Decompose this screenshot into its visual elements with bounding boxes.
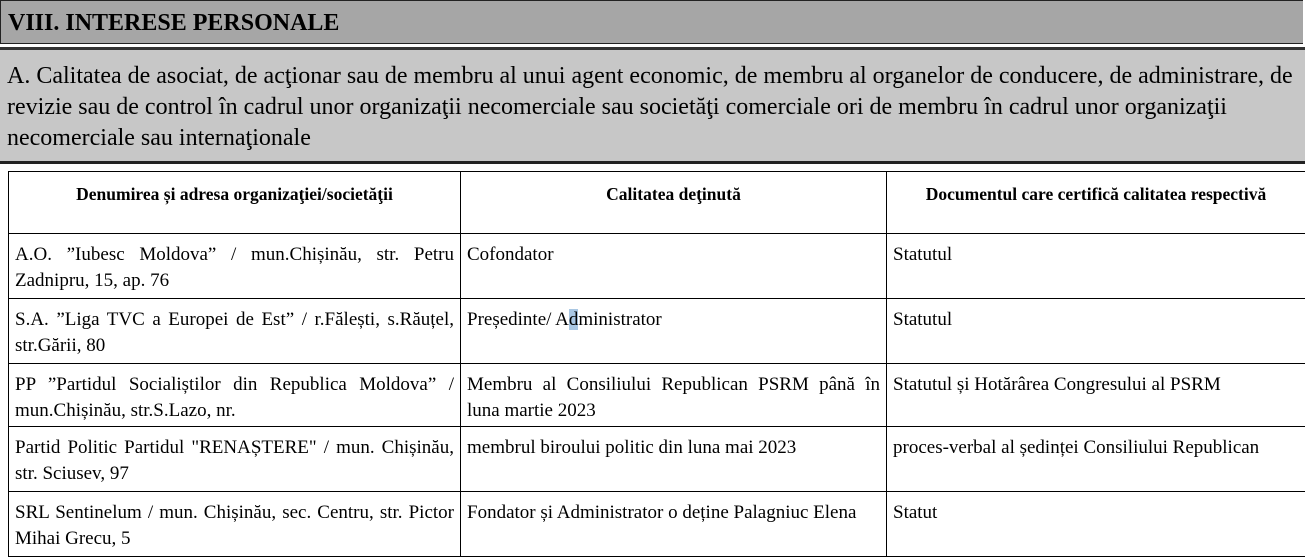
selected-text-highlight: d	[568, 309, 579, 330]
cell-document: Statutul	[887, 234, 1305, 299]
cell-organization: PP ”Partidul Socialiștilor din Republica Moldova” / mun.Chișinău, str.S.Lazo, nr.	[9, 364, 461, 427]
role-text-after: ministrator	[578, 309, 662, 330]
section-title: VIII. INTERESE PERSONALE	[0, 0, 1303, 44]
table-row	[9, 492, 1305, 557]
cell-document: proces-verbal al ședinței Consiliului Republican	[887, 427, 1305, 492]
table-row	[9, 364, 1305, 427]
subsection-description: A. Calitatea de asociat, de acţionar sau de membru al unui agent economic, de membru al organelor de conducere, de administrare, de revizie sau de control în cadrul unor organizaţii necomerciale sau societăţi comerciale ori de membru în cadrul unor organizaţii necomerciale sau internaţionale	[0, 47, 1305, 164]
cell-role: Fondator și Administrator o deține Palagniuc Elena	[461, 492, 887, 557]
table-row	[9, 234, 1305, 299]
role-text-before: Președinte/ A	[467, 309, 569, 330]
table-row	[9, 427, 1305, 492]
header-organization: Denumirea și adresa organizaţiei/societăţii	[9, 172, 461, 234]
cell-organization: SRL Sentinelum / mun. Chișinău, sec. Centru, str. Pictor Mihai Grecu, 5	[9, 492, 461, 557]
cell-document: Statut	[887, 492, 1305, 557]
cell-role: Membru al Consiliului Republican PSRM până în luna martie 2023	[461, 364, 887, 427]
cell-organization: A.O. ”Iubesc Moldova” / mun.Chișinău, str. Petru Zadnipru, 15, ap. 76	[9, 234, 461, 299]
header-role: Calitatea deţinută	[461, 172, 887, 234]
cell-organization: Partid Politic Partidul "RENAȘTERE" / mun. Chișinău, str. Sciusev, 97	[9, 427, 461, 492]
cell-document: Statutul	[887, 299, 1305, 364]
header-document: Documentul care certifică calitatea respectivă	[887, 172, 1305, 234]
cell-document: Statutul și Hotărârea Congresului al PSRM	[887, 364, 1305, 427]
cell-role: membrul biroului politic din luna mai 2023	[461, 427, 887, 492]
cell-role: Cofondator	[461, 234, 887, 299]
table-header-row	[9, 172, 1305, 234]
cell-role	[461, 299, 887, 364]
personal-interests-table	[8, 171, 1305, 557]
table-row	[9, 299, 1305, 364]
cell-organization: S.A. ”Liga TVC a Europei de Est” / r.Fălești, s.Răuțel, str.Gării, 80	[9, 299, 461, 364]
